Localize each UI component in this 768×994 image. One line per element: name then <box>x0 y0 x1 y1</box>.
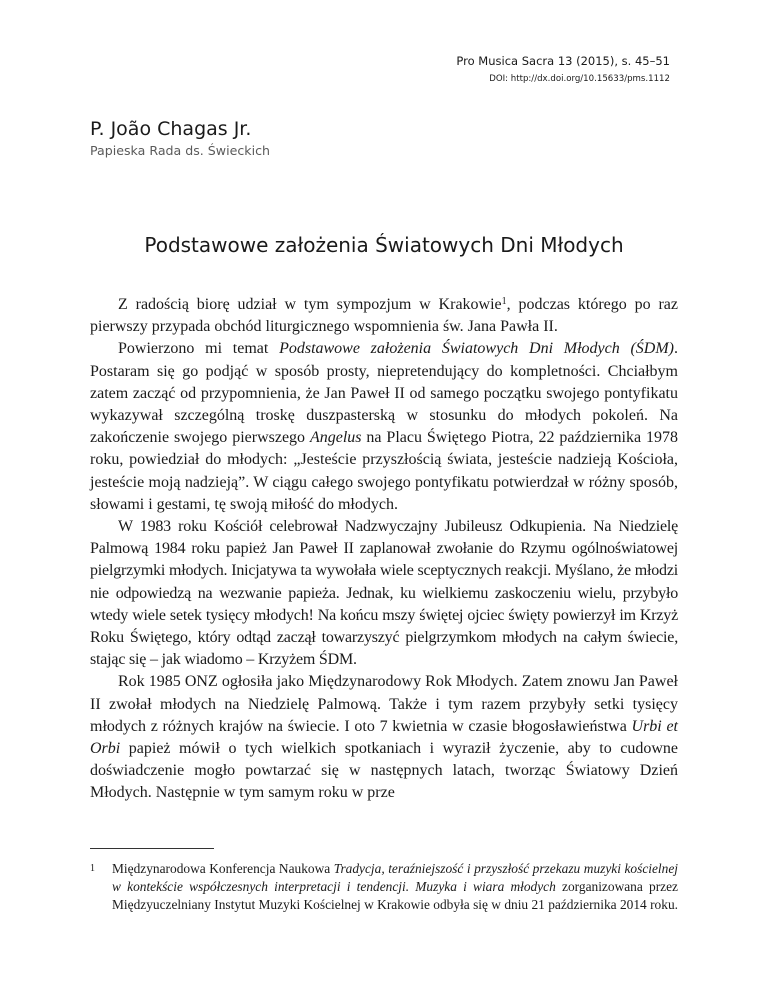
footnote-text-start: Międzynarodowa Konferencja Naukowa <box>112 861 334 876</box>
article-title: Podstawowe założenia Światowych Dni Młodych <box>144 233 624 257</box>
author-name: P. João Chagas Jr. <box>90 118 252 140</box>
paragraph-1-text: Z radością biorę udział w tym sympozjum w Krakowie <box>118 296 502 313</box>
footnote-divider <box>90 848 214 849</box>
paragraph-2-emphasis-angelus: Angelus <box>309 429 362 447</box>
footnote-number: 1 <box>90 863 95 874</box>
footnote-1 <box>90 860 678 914</box>
paragraph-4 <box>90 671 678 804</box>
journal-citation: Pro Musica Sacra 13 (2015), s. 45–51 <box>456 54 670 68</box>
paragraph-1 <box>90 294 678 338</box>
doi-link[interactable]: DOI: http://dx.doi.org/10.15633/pms.1112 <box>489 74 670 84</box>
paragraph-2-text-cont: . Postaram się go podjąć w sposób prosty, niepretendujący do kompletności. Chciałbym zatem zacząć od przypomnienia, że Jan Paweł II od samego początku swojego pontyfikatu wykazywał szczególną troskę duszpasterską w stosunku do młodych pokoleń. Na zakończenie swojego pierwszego <box>90 340 679 447</box>
paragraph-2-text-end: na Placu Świętego Piotra, 22 października 1978 roku, powiedział do młodych: „Jesteście przyszłością świata, jesteście nadzieją Kościoła, jesteście moją nadzieją”. W ciągu całego swojego pontyfikatu potwierdzał w różny sposób, słowami i gestami, tę swoją miłość do młodych. <box>90 429 678 513</box>
footnote-text-end: zorganizowana przez Międzyuczelniany Instytut Muzyki Kościelnej w Krakowie odbyła się w dniu 21 października 2014 roku. <box>112 879 678 912</box>
paragraph-4-text: Rok 1985 ONZ ogłosiła jako Międzynarodowy Rok Młodych. Zatem znowu Jan Paweł II zwołał młodych na Niedzielę Palmową. Także i tym razem przybyły setki tysięcy młodych z różnych krajów na świecie. I oto 7 kwietnia w czasie błogosławieństwa <box>90 673 678 735</box>
paragraph-1-text-cont: , podczas którego po raz pierwszy przypada obchód liturgicznego wspomnienia św. Jana Pawła II. <box>90 296 678 336</box>
author-block <box>90 116 270 160</box>
paragraph-4-text-cont: papież mówił o tych wielkich spotkaniach i wyraził życzenie, aby to cudowne doświadczenie mogło powtarzać się w następnych latach, tworząc Światowy Dzień Młodych. Następnie w tym samym roku w prze <box>90 740 678 802</box>
paragraph-2-emphasis-topic: Podstawowe założenia Światowych Dni Młodych (ŚDM) <box>279 340 675 358</box>
paragraph-3: W 1983 roku Kościół celebrował Nadzwyczajny Jubileusz Odkupienia. Na Niedzielę Palmową 1984 roku papież Jan Paweł II zaplanował zwołanie do Rzymu ogólnoświatowej pielgrzymki młodych. Inicjatywa ta wywołała wiele sceptycznych reakcji. Myślano, że młodzi nie odpowiedzą na wezwanie papieża. Jednak, ku wielkiemu zaskoczeniu wielu, przybyło wtedy wiele setek tysięcy młodych! Na końcu mszy świętej ojciec święty powierzył im Krzyż Roku Świętego, który odtąd zaczął towarzyszyć pielgrzymkom młodych na całym świecie, stając się – jak wiadomo – Krzyżem ŚDM. <box>90 518 678 669</box>
article-body <box>90 294 678 805</box>
footnote-text <box>90 860 678 914</box>
author-affiliation: Papieska Rada ds. Świeckich <box>90 143 270 158</box>
paragraph-2-text: Powierzono mi temat <box>118 340 280 358</box>
paragraph-2 <box>90 338 678 516</box>
footnote-ref[interactable]: 1 <box>501 296 507 307</box>
footnote-emphasis: Tradycja, teraźniejszość i przyszłość przekazu muzyki kościelnej w kontekście współczesnych interpretacji i tendencji. Muzyka i wiara młodych <box>112 861 679 894</box>
running-header <box>456 53 670 87</box>
paragraph-4-emphasis: Urbi et Orbi <box>90 717 678 758</box>
